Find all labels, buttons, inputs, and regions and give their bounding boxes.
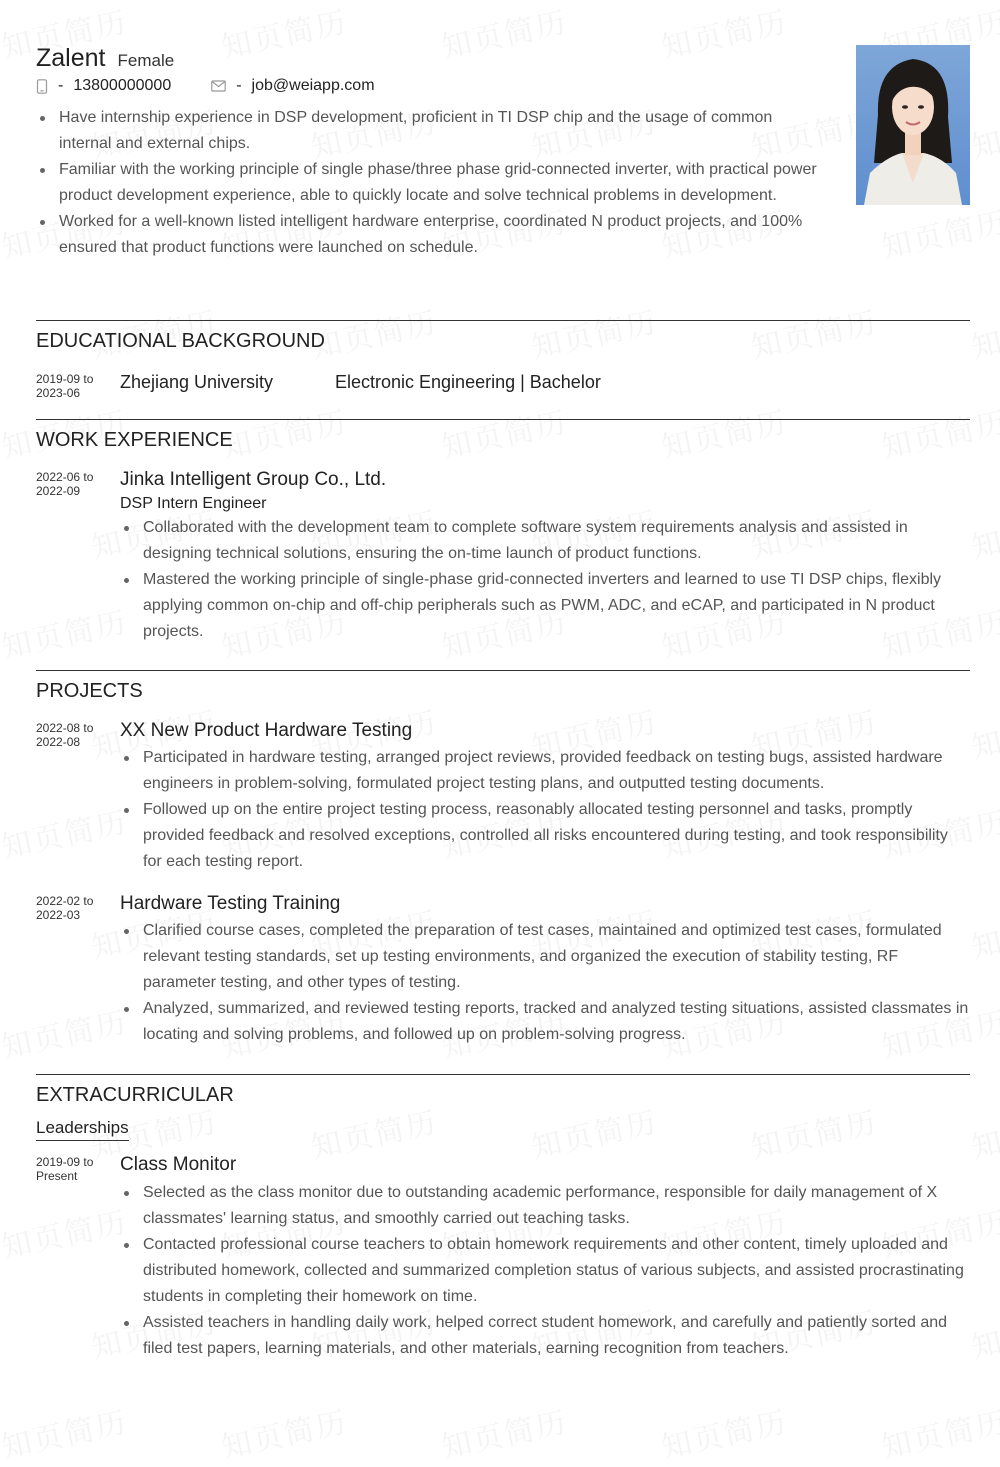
section-title: EDUCATIONAL BACKGROUND <box>36 330 325 352</box>
extracurricular-details <box>120 1152 970 1362</box>
school-name: Zhejiang University <box>120 372 274 392</box>
date-start: 2019-09 to <box>36 1155 94 1169</box>
bullet-item: Selected as the class monitor due to outstanding academic performance, responsible for daily management of X classmates' learning status, and smoothly carried out teaching tasks. <box>120 1180 970 1232</box>
date-start: 2019-09 to <box>36 372 94 386</box>
bullet-item: Mastered the working principle of single-phase grid-connected inverters and learned to use TI DSP chips, flexibly applying common on-chip and off-chip peripherals such as PWM, ADC, and eCAP, and participated in N product projects. <box>120 567 970 645</box>
work-entries <box>36 467 970 645</box>
education-details <box>120 369 970 395</box>
work-bullets <box>120 515 970 645</box>
mail-icon <box>211 80 226 92</box>
bullet-item: Participated in hardware testing, arranged project reviews, provided feedback on testing bugs, assisted hardware engineers in problem-solving, formulated project testing plans, and outputted testing documents. <box>120 745 970 797</box>
project-entry <box>36 891 970 1048</box>
watermark-text <box>877 197 1000 267</box>
bullet-item: Followed up on the entire project testing process, reasonably allocated testing personnel and tasks, promptly provided feedback and resolved exceptions, controlled all risks encountered during testing, and took responsibility for each testing report. <box>120 797 970 875</box>
candidate-gender: Female <box>117 51 175 70</box>
watermark-text <box>217 0 351 67</box>
date-range <box>36 894 116 922</box>
major-degree: Electronic Engineering | Bachelor <box>335 372 601 392</box>
bullet-item: Collaborated with the development team to complete software system requirements analysis and assisted in designing technical solutions, ensuring the on-time launch of product functions. <box>120 515 970 567</box>
watermark-text <box>877 1397 1000 1467</box>
project-entries <box>36 718 970 1048</box>
extracurricular-entry <box>36 1152 970 1362</box>
date-start: 2022-08 to <box>36 721 94 735</box>
watermark-text <box>437 0 571 67</box>
date-range <box>36 1155 116 1183</box>
work-section <box>36 419 970 645</box>
email-separator: - <box>236 77 242 94</box>
date-end: 2022-09 <box>36 484 81 498</box>
date-end: Present <box>36 1169 78 1183</box>
summary-item: Familiar with the working principle of single phase/three phase grid-connected inverter, with practical power product development experience, able to quickly locate and solve technical problems in development. <box>36 157 826 209</box>
phone-number: 13800000000 <box>73 77 172 94</box>
name-row <box>36 44 174 73</box>
project-details <box>120 891 970 1048</box>
profile-summary <box>36 105 826 261</box>
watermark-text <box>0 1397 131 1467</box>
project-entry <box>36 718 970 875</box>
date-range <box>36 372 116 400</box>
projects-section <box>36 670 970 1048</box>
watermark-text <box>967 297 1000 367</box>
activity-bullets <box>120 1180 970 1362</box>
extracurricular-section <box>36 1074 970 1362</box>
extracurricular-entries <box>36 1152 970 1362</box>
date-range <box>36 470 116 498</box>
watermark-text <box>217 1397 351 1467</box>
education-entries <box>36 369 970 400</box>
profile-photo <box>856 45 970 205</box>
project-bullets <box>120 745 970 875</box>
bullet-item: Clarified course cases, completed the preparation of test cases, maintained and optimized test cases, formulated relevant testing standards, set up testing environments, and organized the execution of stability testing, RF parameter testing, and other types of testing. <box>120 918 970 996</box>
job-role: DSP Intern Engineer <box>120 495 267 512</box>
project-name: XX New Product Hardware Testing <box>120 720 413 741</box>
education-section <box>36 320 970 400</box>
watermark-text <box>967 1297 1000 1367</box>
work-details <box>120 467 970 645</box>
watermark-text <box>657 1397 791 1467</box>
date-end: 2023-06 <box>36 386 81 400</box>
candidate-name: Zalent <box>36 44 106 72</box>
watermark-text <box>967 97 1000 167</box>
section-title: WORK EXPERIENCE <box>36 429 233 451</box>
watermark-text <box>657 0 791 67</box>
date-range <box>36 721 116 749</box>
summary-item: Have internship experience in DSP development, proficient in TI DSP chip and the usage of common internal and external chips. <box>36 105 826 157</box>
company-name: Jinka Intelligent Group Co., Ltd. <box>120 469 387 490</box>
project-bullets <box>120 918 970 1048</box>
watermark-text <box>967 897 1000 967</box>
bullet-item: Assisted teachers in handling daily work, helped correct student homework, and carefully and patiently sorted and filed test papers, learning materials, and other materials, earning recognition from teachers. <box>120 1310 970 1362</box>
section-title: PROJECTS <box>36 680 143 702</box>
contact-row <box>36 77 415 95</box>
date-end: 2022-08 <box>36 735 81 749</box>
section-title: EXTRACURRICULAR <box>36 1084 234 1106</box>
project-details <box>120 718 970 875</box>
bullet-item: Contacted professional course teachers to obtain homework requirements and other content, timely uploaded and distributed homework, collected and summarized completion status of various subjects, and assisted procrastinating students in completing their homework on time. <box>120 1232 970 1310</box>
email-contact <box>211 77 374 95</box>
activity-name: Class Monitor <box>120 1154 237 1175</box>
date-end: 2022-03 <box>36 908 81 922</box>
date-start: 2022-06 to <box>36 470 94 484</box>
phone-separator: - <box>58 77 64 94</box>
watermark-text <box>437 1397 571 1467</box>
date-start: 2022-02 to <box>36 894 94 908</box>
education-entry <box>36 369 970 400</box>
bullet-item: Analyzed, summarized, and reviewed testing reports, tracked and analyzed testing situations, assisted classmates in locating and solving problems, and followed up on problem-solving progress. <box>120 996 970 1048</box>
watermark-text <box>967 697 1000 767</box>
email-address[interactable]: job@weiapp.com <box>251 77 375 94</box>
subsection-label: Leaderships <box>36 1118 129 1141</box>
watermark-text <box>967 1097 1000 1167</box>
summary-list <box>36 105 826 261</box>
project-name: Hardware Testing Training <box>120 893 341 914</box>
summary-item: Worked for a well-known listed intelligent hardware enterprise, coordinated N product projects, and 100% ensured that product functions were launched on schedule. <box>36 209 826 261</box>
work-entry <box>36 467 970 645</box>
phone-icon <box>36 79 48 94</box>
phone-contact <box>36 77 171 95</box>
watermark-text <box>967 497 1000 567</box>
